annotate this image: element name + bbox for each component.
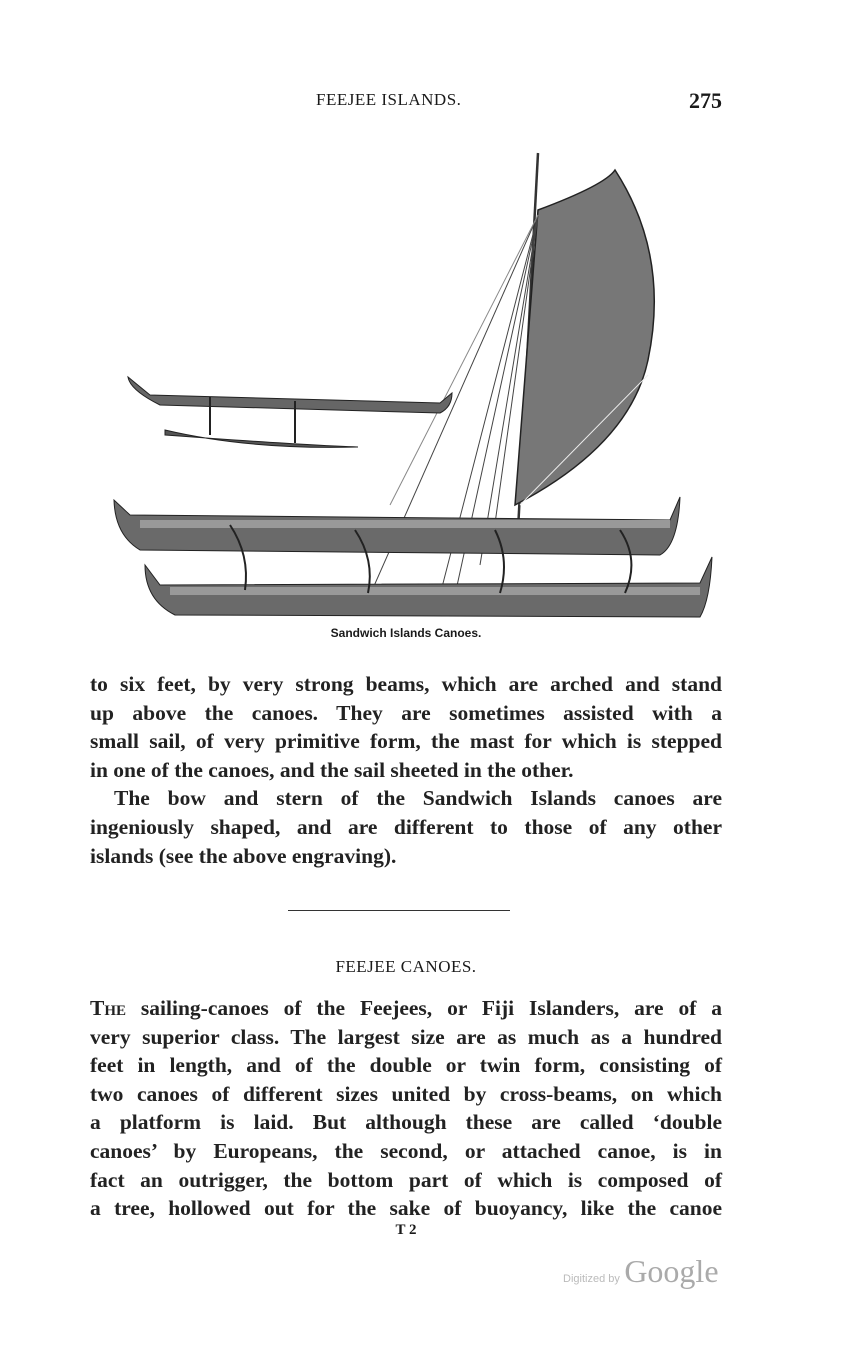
text-line: to six feet, by very strong beams, which are arched and stand [90,672,722,696]
drop-word: The [90,996,127,1020]
text-line: a tree, hollowed out for the sake of buoyancy, like the canoe [90,1196,722,1221]
text-line: ingeniously shaped, and are different to those of any other [90,814,722,839]
section-divider [288,910,510,912]
paragraph-1 [90,670,722,870]
running-title: FEEJEE ISLANDS. [316,90,462,109]
digitized-watermark [563,1253,719,1290]
text-line: in one of the canoes, and the sail sheeted in the other. [90,757,574,782]
section-heading: FEEJEE CANOES. [335,957,477,976]
page-header [90,88,722,116]
text-line: canoes’ by Europeans, the second, or attached canoe, is in [90,1138,722,1163]
google-logo: Google [624,1253,719,1289]
text-line: small sail, of very primitive form, the mast for which is stepped [90,729,722,754]
paragraph-2 [90,994,722,1223]
canoe-engraving [100,145,720,625]
text-line: islands (see the above engraving). [90,843,397,868]
text-line [90,994,722,1023]
text-line: up above the canoes. They are sometimes assisted with a [90,700,722,725]
text-line: The bow and stern of the Sandwich Islands canoes are [114,786,722,811]
watermark-prefix: Digitized by [563,1273,620,1285]
signature-mark: T 2 [395,1222,417,1238]
figure-caption: Sandwich Islands Canoes. [330,626,482,640]
text-line-rest: sailing-canoes of the Feejees, or Fiji Islanders, are of a [126,996,722,1020]
text-line: very superior class. The largest size are as much as a hundred [90,1024,722,1049]
page-number: 275 [689,88,722,113]
text-line: fact an outrigger, the bottom part of which is composed of [90,1167,722,1192]
text-line: feet in length, and of the double or twin form, consisting of [90,1053,722,1078]
text-line: a platform is laid. But although these are called ‘double [90,1110,722,1135]
text-line: two canoes of different sizes united by cross-beams, on which [90,1081,722,1106]
